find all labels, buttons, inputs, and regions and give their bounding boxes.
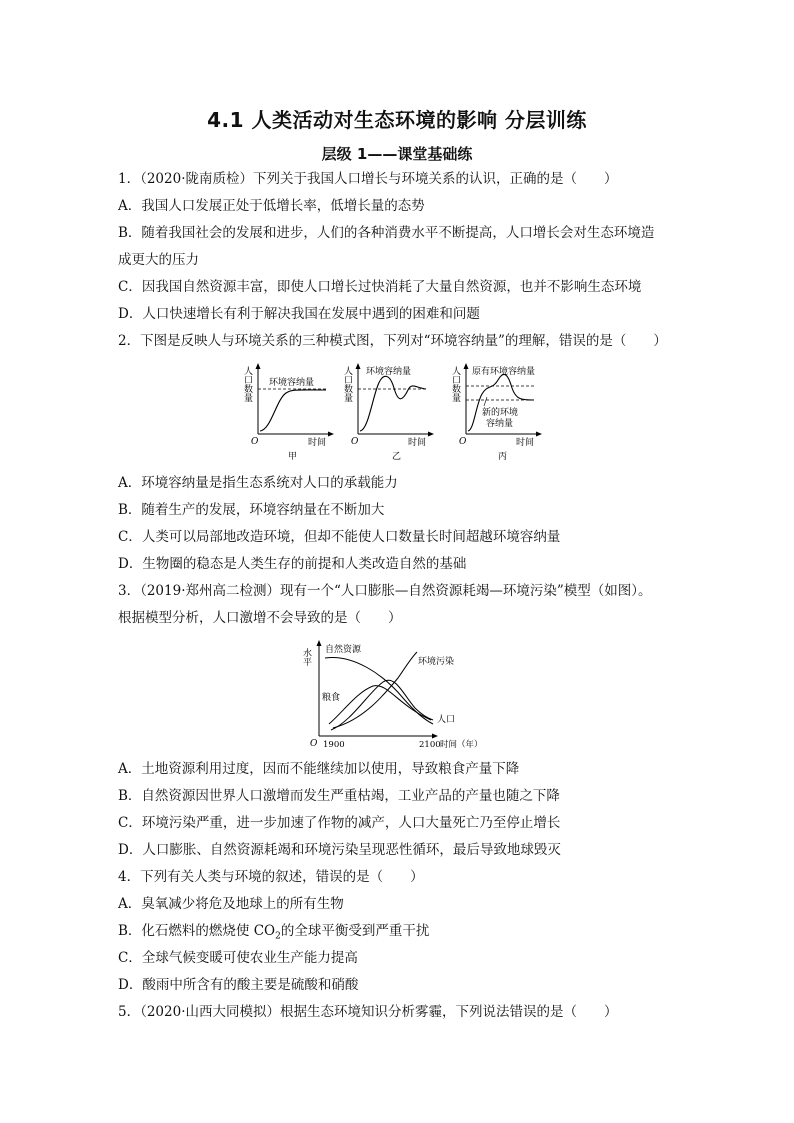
q2-origin-bing: O — [459, 437, 467, 447]
q2-panel-label-bing: 丙 — [498, 452, 508, 462]
q4-option-c: C．全球气候变暖可使农业生产能力提高 — [118, 950, 358, 966]
q2-stem: 2．下图是反映人与环境关系的三种模式图，下列对“环境容纳量”的理解，错误的是（ ） — [118, 333, 667, 349]
q2-xlabel-yi: 时间 — [408, 438, 427, 448]
q3-option-d: D．人口膨胀、自然资源耗竭和环境污染呈现恶性循环，最后导致地球毁灭 — [118, 842, 561, 858]
q2-annotation-bing-new-1: 新的环境 — [482, 408, 519, 418]
q4-option-b-post: 的全球平衡受到严重干扰 — [280, 923, 430, 939]
page-title: 4.1 人类活动对生态环境的影响 分层训练 — [207, 108, 587, 132]
q1-stem: 1．（2020·陇南质检）下列关于我国人口增长与环境关系的认识，正确的是（ ） — [118, 171, 618, 187]
q4-option-b-pre: B．化石燃料的燃烧使 CO — [118, 923, 276, 939]
q2-ylabel-bing: 人口数量 — [450, 366, 460, 402]
q4-stem: 4．下列有关人类与环境的叙述，错误的是（ ） — [118, 869, 424, 885]
q3-figure — [301, 636, 483, 754]
q4-option-b — [118, 922, 429, 946]
q3-curve-population — [331, 680, 433, 730]
q3-stem-line2: 根据模型分析，人口激增不会导致的是（ ） — [118, 610, 402, 626]
q2-xlabel-bing: 时间 — [516, 438, 535, 448]
q2-annotation-yi: 环境容纳量 — [366, 367, 412, 377]
q2-figure — [238, 360, 548, 464]
section-subtitle: 层级 1——课堂基础练 — [321, 145, 473, 163]
q4-option-b-subscript: 2 — [275, 931, 281, 942]
q2-option-c: C．人类可以局部地改造环境，但却不能使人口数量长时间超越环境容纳量 — [118, 529, 561, 545]
q1-option-d: D．人口快速增长有利于解决我国在发展中遇到的困难和问题 — [118, 306, 480, 322]
q1-option-b: B．随着我国社会的发展和进步，人们的各种消费水平不断提高，人口增长会对生态环境造 — [118, 225, 655, 241]
q4-option-a: A．臭氧减少将危及地球上的所有生物 — [118, 896, 344, 912]
q2-origin-yi: O — [351, 437, 359, 447]
q3-curve-resource — [325, 657, 433, 724]
q2-option-d: D．生物圈的稳态是人类生存的前提和人类改造自然的基础 — [118, 556, 467, 572]
q2-origin-jia: O — [251, 437, 259, 447]
q3-label-resource: 自然资源 — [325, 645, 362, 655]
q2-ylabel-yi: 人口数量 — [342, 366, 352, 402]
q3-option-a: A．土地资源利用过度，因而不能继续加以使用，导致粮食产量下降 — [118, 761, 520, 777]
q3-ylabel: 水平 — [301, 648, 311, 666]
q2-ylabel-jia: 人口数量 — [242, 366, 252, 402]
q3-label-food: 粮食 — [322, 693, 341, 703]
q3-origin: O — [310, 739, 318, 749]
q3-xlabel: 时间（年） — [440, 740, 483, 750]
q3-option-c: C．环境污染严重，进一步加速了作物的减产，人口大量死亡乃至停止增长 — [118, 815, 561, 831]
q2-annotation-jia: 环境容纳量 — [269, 378, 315, 388]
q1-option-a: A．我国人口发展正处于低增长率，低增长量的态势 — [118, 198, 425, 214]
q2-panel-yi — [342, 363, 434, 462]
q3-x-start: 1900 — [323, 740, 345, 750]
q1-option-c: C．因我国自然资源丰富，即使人口增长过快消耗了大量自然资源，也并不影响生态环境 — [118, 279, 642, 295]
q4-option-d: D．酸雨中所含有的酸主要是硫酸和硝酸 — [118, 977, 359, 993]
q1-option-b-continued: 成更大的压力 — [118, 252, 199, 268]
q3-x-end: 2100 — [419, 740, 441, 750]
q2-option-b: B．随着生产的发展，环境容纳量在不断加大 — [118, 502, 385, 518]
q2-xlabel-jia: 时间 — [308, 438, 327, 448]
q2-annotation-bing-original: 原有环境容纳量 — [472, 367, 536, 377]
q5-stem: 5．（2020·山西大同模拟）根据生态环境知识分析雾霾，下列说法错误的是（ ） — [118, 1004, 618, 1020]
q2-panel-bing — [450, 363, 542, 462]
q2-annotation-bing-new-2: 容纳量 — [486, 419, 514, 429]
q2-panel-jia — [242, 363, 334, 462]
q3-stem-line1: 3．（2019·郑州高二检测）现有一个“人口膨胀—自然资源耗竭—环境污染”模型（如图）。 — [118, 583, 652, 599]
q2-option-a: A．环境容纳量是指生态系统对人口的承载能力 — [118, 475, 398, 491]
q3-label-pollution: 环境污染 — [418, 657, 455, 667]
q3-label-population: 人口 — [437, 715, 456, 725]
q3-option-b: B．自然资源因世界人口激增而发生严重枯竭，工业产品的产量也随之下降 — [118, 788, 560, 804]
q2-panel-label-yi: 乙 — [392, 452, 402, 462]
q3-curve-food — [329, 686, 431, 724]
q2-panel-label-jia: 甲 — [288, 452, 298, 462]
